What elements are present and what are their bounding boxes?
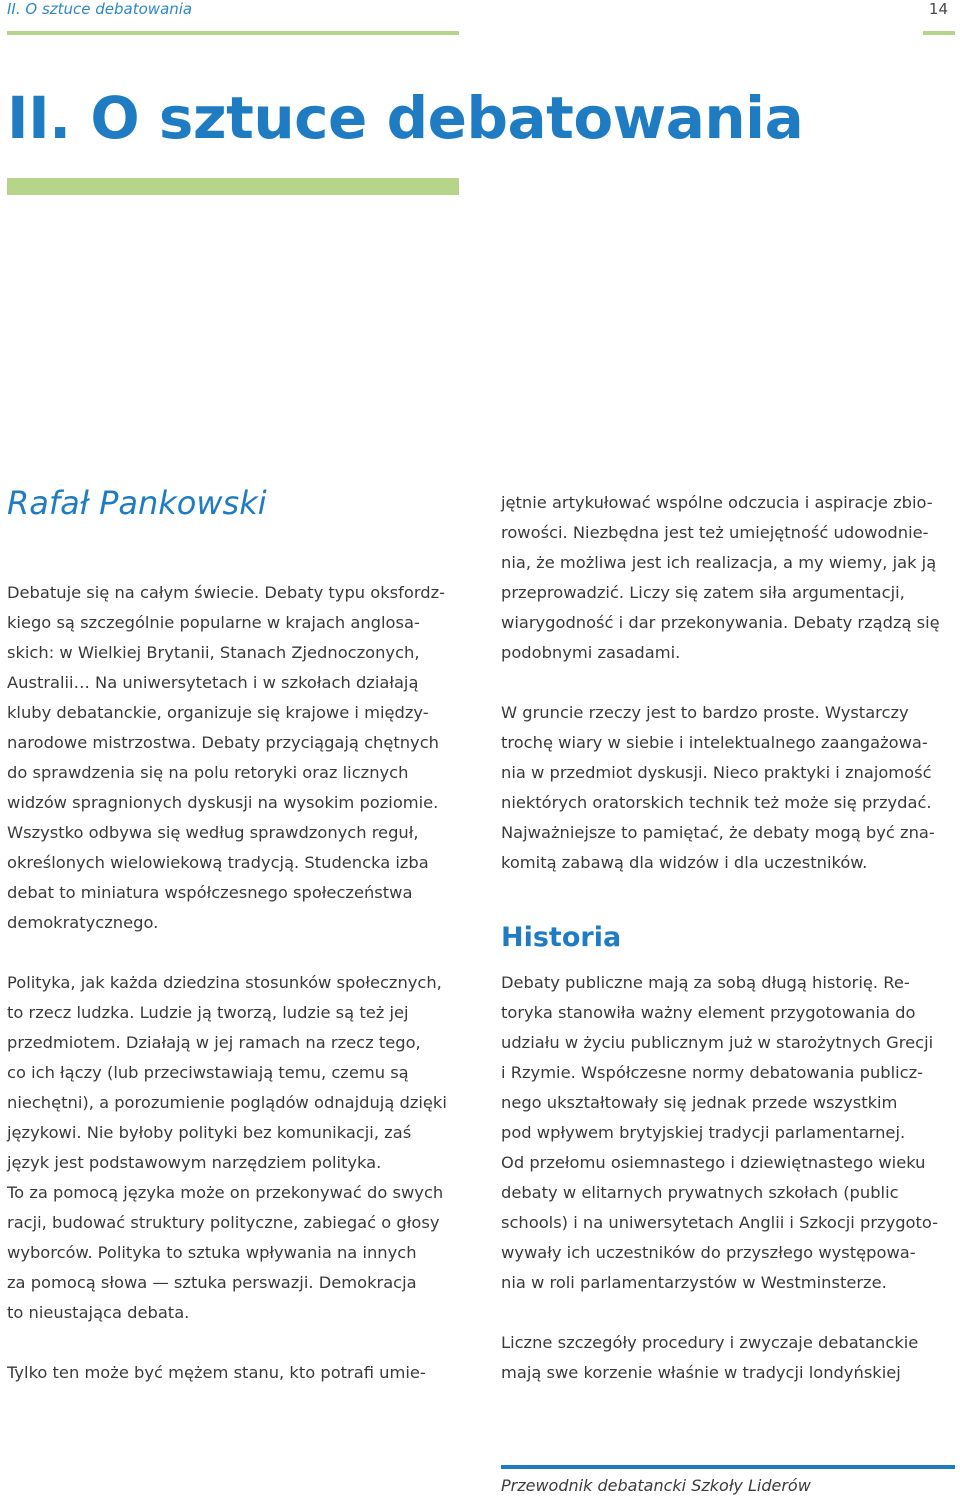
text-line: to rzecz ludzka. Ludzie ją tworzą, ludzie są też jej	[7, 1003, 409, 1022]
text-line: nego ukształtowały się jednak przede wszystkim	[501, 1093, 898, 1112]
text-line: mają swe korzenie właśnie w tradycji londyńskiej	[501, 1363, 901, 1382]
text-line: To za pomocą języka może on przekonywać do swych	[7, 1183, 444, 1202]
text-line: kiego są szczególnie popularne w krajach anglosa-	[7, 613, 420, 632]
running-header: II. O sztuce debatowania	[7, 0, 193, 18]
text-line: komitą zabawą dla widzów i dla uczestników.	[501, 853, 868, 872]
text-line: widzów spragnionych dyskusji na wysokim poziomie.	[7, 793, 439, 812]
text-line: językowi. Nie byłoby polityki bez komunikacji, zaś	[7, 1123, 412, 1142]
text-line: toryka stanowiła ważny element przygotowania do	[501, 1003, 916, 1022]
author-name: Rafał Pankowski	[7, 484, 267, 522]
paragraph-gap	[501, 878, 956, 908]
text-line: podobnymi zasadami.	[501, 643, 681, 662]
text-line: Polityka, jak każda dziedzina stosunków społecznych,	[7, 973, 442, 992]
text-line: wyborców. Polityka to sztuka wpływania na innych	[7, 1243, 417, 1262]
chapter-title: II. O sztuce debatowania	[7, 84, 804, 152]
text-line: rowości. Niezbędna jest też umiejętność udowodnie-	[501, 523, 929, 542]
text-line: niektórych oratorskich technik też może się przydać.	[501, 793, 932, 812]
right-text-column	[501, 488, 956, 1388]
text-line: do sprawdzenia się na polu retoryki oraz licznych	[7, 763, 409, 782]
paragraph-gap	[7, 1328, 462, 1358]
text-line: jętnie artykułować wspólne odczucia i aspiracje zbio-	[501, 493, 933, 512]
text-line: nia, że możliwa jest ich realizacja, a my wiemy, jak ją	[501, 553, 937, 572]
text-line: udziału w życiu publicznym już w starożytnych Grecji	[501, 1033, 934, 1052]
footer-rule	[501, 1465, 955, 1469]
text-line: przedmiotem. Działają w jej ramach na rzecz tego,	[7, 1033, 421, 1052]
header-rule-right	[923, 31, 955, 35]
text-line: nia w roli parlamentarzystów w Westminsterze.	[501, 1273, 887, 1292]
paragraph-gap	[7, 938, 462, 968]
text-line: Tylko ten może być mężem stanu, kto potrafi umie-	[7, 1363, 426, 1382]
text-line: Od przełomu osiemnastego i dziewiętnastego wieku	[501, 1153, 926, 1172]
text-line: przeprowadzić. Liczy się zatem siła argumentacji,	[501, 583, 905, 602]
text-line: nia w przedmiot dyskusji. Nieco praktyki i znajomość	[501, 763, 932, 782]
text-line: narodowe mistrzostwa. Debaty przyciągają chętnych	[7, 733, 439, 752]
text-line: język jest podstawowym narzędziem polityka.	[7, 1153, 382, 1172]
text-line: W gruncie rzeczy jest to bardzo proste. Wystarczy	[501, 703, 909, 722]
text-line: Liczne szczegóły procedury i zwyczaje debatanckie	[501, 1333, 919, 1352]
text-line: pod wpływem brytyjskiej tradycji parlamentarnej.	[501, 1123, 906, 1142]
text-line: trochę wiary w siebie i intelektualnego zaangażowa-	[501, 733, 928, 752]
text-line: demokratycznego.	[7, 913, 159, 932]
text-line: kluby debatanckie, organizuje się krajowe i między-	[7, 703, 429, 722]
text-line: określonych wielowiekową tradycją. Studencka izba	[7, 853, 429, 872]
left-text-column	[7, 578, 462, 1388]
text-line: debat to miniatura współczesnego społeczeństwa	[7, 883, 413, 902]
text-line: Najważniejsze to pamiętać, że debaty mogą być zna-	[501, 823, 935, 842]
text-line: za pomocą słowa — sztuka perswazji. Demokracja	[7, 1273, 417, 1292]
text-line: Wszystko odbywa się według sprawdzonych reguł,	[7, 823, 419, 842]
page-number: 14	[928, 0, 948, 18]
text-line: skich: w Wielkiej Brytanii, Stanach Zjednoczonych,	[7, 643, 420, 662]
text-line: Debaty publiczne mają za sobą długą historię. Re-	[501, 973, 910, 992]
header-rule-left	[7, 31, 459, 35]
text-line: wiarygodność i dar przekonywania. Debaty rządzą się	[501, 613, 940, 632]
paragraph-gap	[501, 1298, 956, 1328]
text-line: racji, budować struktury polityczne, zabiegać o głosy	[7, 1213, 440, 1232]
title-underline-bar	[7, 178, 459, 195]
text-line: Australii… Na uniwersytetach i w szkołach działają	[7, 673, 419, 692]
text-line: schools) i na uniwersytetach Anglii i Szkocji przygoto-	[501, 1213, 939, 1232]
section-heading: Historia	[501, 922, 622, 953]
text-line: Debatuje się na całym świecie. Debaty typu oksfordz-	[7, 583, 445, 602]
text-line: to nieustająca debata.	[7, 1303, 190, 1322]
text-line: niechętni), a porozumienie poglądów odnajdują dzięki	[7, 1093, 447, 1112]
text-line: wywały ich uczestników do przyszłego występowa-	[501, 1243, 916, 1262]
paragraph-gap	[501, 668, 956, 698]
footer-publication-title: Przewodnik debatancki Szkoły Liderów	[501, 1476, 811, 1495]
text-line: i Rzymie. Współczesne normy debatowania publicz-	[501, 1063, 924, 1082]
text-line: co ich łączy (lub przeciwstawiają temu, czemu są	[7, 1063, 409, 1082]
text-line: debaty w elitarnych prywatnych szkołach (public	[501, 1183, 899, 1202]
